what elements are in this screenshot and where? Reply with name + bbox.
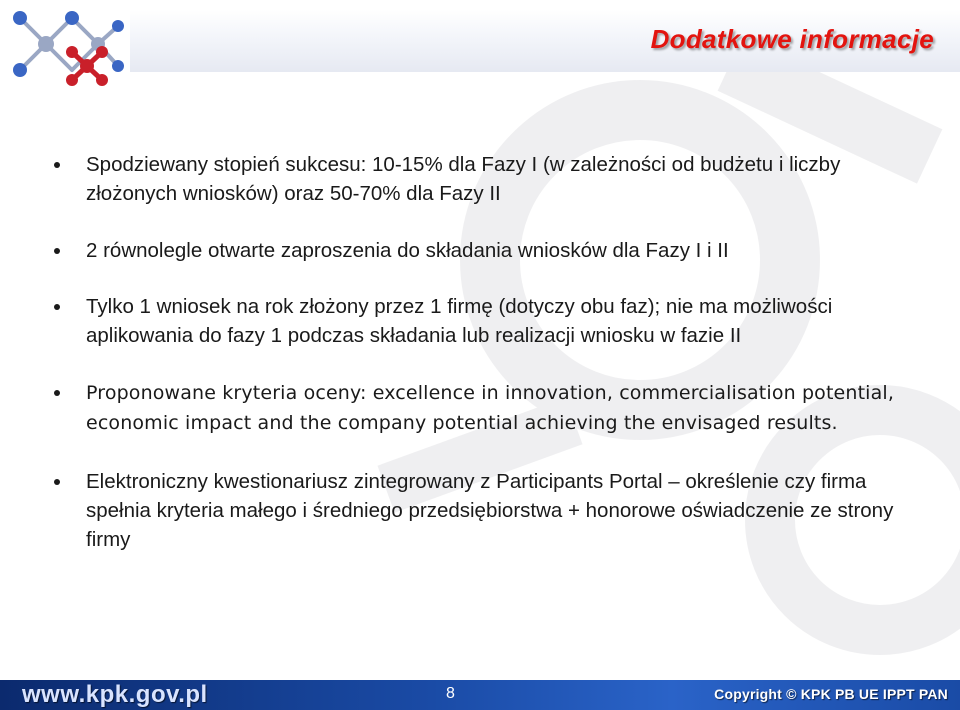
bullet-text: Elektroniczny kwestionariusz zintegrowany z Participants Portal – określenie czy firma spełnia kryteria małego i średniego przedsiębiorstwa + honorowe oświadczenie ze strony firmy bbox=[86, 470, 894, 551]
bullet-dot-icon bbox=[54, 390, 60, 396]
bullet-text: 2 równolegle otwarte zaproszenia do składania wniosków dla Fazy I i II bbox=[86, 239, 729, 262]
copyright-text: Copyright © KPK PB UE IPPT PAN bbox=[714, 686, 948, 702]
bullet-dot-icon bbox=[54, 479, 60, 485]
footer-url-link[interactable]: www.kpk.gov.pl bbox=[22, 681, 208, 708]
content-area bbox=[54, 150, 934, 582]
bullet-text: Tylko 1 wniosek na rok złożony przez 1 firmę (dotyczy obu faz); nie ma możliwości aplikowania do fazy 1 podczas składania lub realizacji wniosku w fazie II bbox=[86, 295, 833, 347]
bullet-text: Spodziewany stopień sukcesu: 10-15% dla Fazy I (w zależności od budżetu i liczby złożonych wniosków) oraz 50-70% dla Fazy II bbox=[86, 153, 841, 205]
bullet-item-one-application bbox=[54, 292, 934, 350]
bullet-dot-icon bbox=[54, 248, 60, 254]
bullet-item-parallel-calls bbox=[54, 236, 934, 265]
bullet-item-evaluation-criteria bbox=[54, 378, 934, 438]
bullet-text: Proponowane kryteria oceny: excellence in innovation, commercialisation potential, economic impact and the company potential achieving the envisaged results. bbox=[86, 382, 895, 434]
bullet-dot-icon bbox=[54, 304, 60, 310]
bullet-dot-icon bbox=[54, 162, 60, 168]
bullet-item-success-rate bbox=[54, 150, 934, 208]
header bbox=[0, 0, 960, 100]
bullet-list bbox=[54, 150, 934, 554]
page-title: Dodatkowe informacje bbox=[650, 24, 934, 54]
bullet-item-questionnaire bbox=[54, 467, 934, 554]
molecule-logo-icon bbox=[6, 4, 126, 90]
page-number: 8 bbox=[446, 685, 455, 702]
footer-bar bbox=[0, 680, 960, 710]
